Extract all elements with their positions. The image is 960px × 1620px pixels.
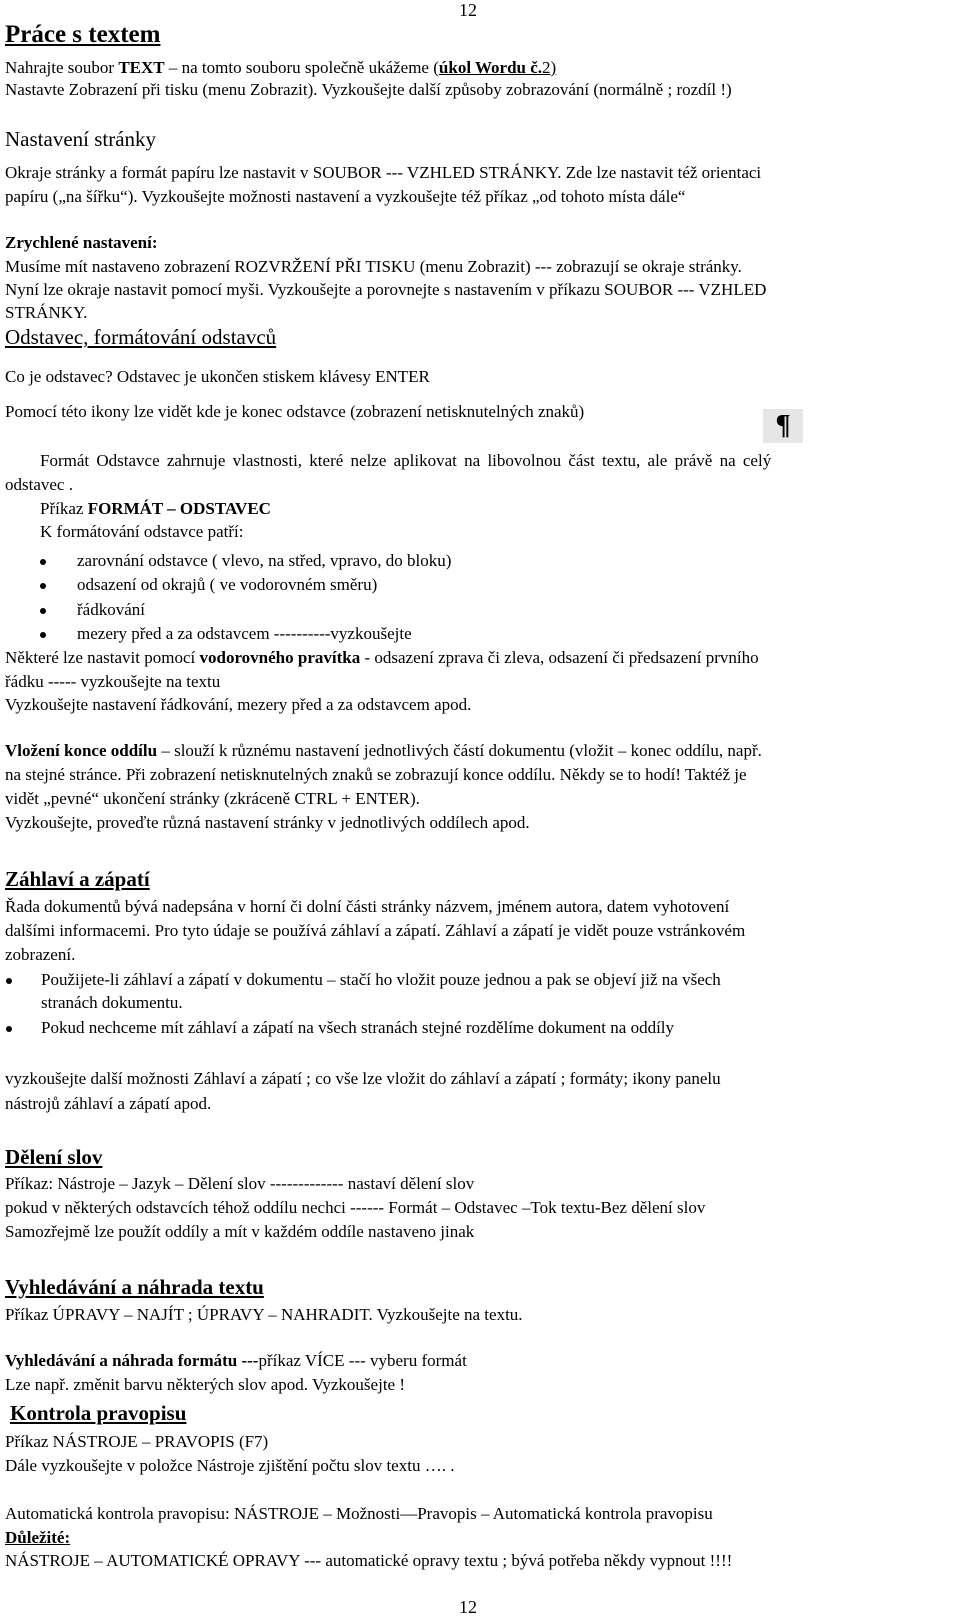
list-item: odsazení od okrajů ( ve vodorovném směru) [77, 575, 378, 594]
paragraph-line [5, 57, 556, 79]
list-item: řádkování [77, 600, 145, 619]
bold-text: FORMÁT – ODSTAVEC [87, 499, 271, 518]
bullet-icon [40, 632, 46, 638]
bullet-icon [40, 608, 46, 614]
paragraph-line: odstavec . [5, 475, 73, 494]
heading-nastaveni-stranky: Nastavení stránky [5, 127, 157, 151]
bold-underlined-text: úkol Wordu č. [438, 58, 543, 77]
subheading-dulezite: Důležité: [5, 1528, 71, 1547]
paragraph-line: Okraje stránky a formát papíru lze nastavit v SOUBOR --- VZHLED STRÁNKY. Zde lze nastavit též orientaci [5, 163, 762, 182]
bullet-icon [6, 1026, 12, 1032]
paragraph-line: dalšími informacemi. Pro tyto údaje se používá záhlaví a zápatí. Záhlaví a zápatí je vidět pouze vstránkovém [5, 921, 746, 940]
paragraph-line [40, 498, 271, 520]
text: Příkaz [40, 499, 88, 518]
paragraph-line: Samozřejmě lze použít oddíly a mít v každém oddíle nastaveno jinak [5, 1222, 475, 1241]
heading-kontrola-pravopisu: Kontrola pravopisu [10, 1401, 187, 1425]
paragraph-line: K formátování odstavce patří: [40, 522, 244, 541]
subheading-zrychlene-nastaveni: Zrychlené nastavení: [5, 233, 158, 252]
list-item: stranách dokumentu. [41, 993, 183, 1012]
paragraph-line: Co je odstavec? Odstavec je ukončen stiskem klávesy ENTER [5, 367, 430, 386]
heading-vyhledavani: Vyhledávání a náhrada textu [5, 1275, 264, 1299]
text: Některé lze nastavit pomocí [5, 648, 200, 667]
paragraph-line: papíru („na šířku“). Vyzkoušejte možnosti nastavení a vyzkoušejte též příkaz „od tohoto místa dále“ [5, 187, 686, 206]
page-number-bottom: 12 [459, 1597, 477, 1617]
paragraph-line: na stejné stránce. Při zobrazení netisknutelných znaků se zobrazují konce oddílu. Někdy se to hodí! Taktéž je [5, 765, 747, 784]
paragraph-line: Dále vyzkoušejte v položce Nástroje zjištění počtu slov textu …. . [5, 1456, 455, 1475]
text: - odsazení zprava či zleva, odsazení či předsazení prvního [360, 648, 759, 667]
bullet-icon [40, 559, 46, 565]
paragraph-line: NÁSTROJE – AUTOMATICKÉ OPRAVY --- automatické opravy textu ; bývá potřeba někdy vypnout !!!! [5, 1551, 733, 1570]
list-item: Použijete-li záhlaví a zápatí v dokumentu – stačí ho vložit pouze jednou a pak se objeví již na všech [41, 970, 721, 989]
bold-text: Vložení konce oddílu [5, 741, 158, 760]
paragraph-line: Nyní lze okraje nastavit pomocí myši. Vyzkoušejte a porovnejte s nastavením v příkazu SOUBOR --- VZHLED [5, 280, 767, 299]
page-number-top: 12 [459, 0, 477, 20]
bold-text: Vyhledávání a náhrada formátu --- [5, 1351, 259, 1370]
bold-text: vodorovného pravítka [199, 648, 361, 667]
paragraph-line: Příkaz NÁSTROJE – PRAVOPIS (F7) [5, 1432, 269, 1451]
bullet-icon [6, 978, 12, 984]
paragraph-line: Vyzkoušejte nastavení řádkování, mezery před a za odstavcem apod. [5, 695, 472, 714]
paragraph-line: Automatická kontrola pravopisu: NÁSTROJE – Možnosti—Pravopis – Automatická kontrola pravopisu [5, 1504, 713, 1523]
list-item: Pokud nechceme mít záhlaví a zápatí na všech stranách stejné rozdělíme dokument na oddíly [41, 1018, 675, 1037]
bullet-icon [40, 583, 46, 589]
text: Nahrajte soubor [5, 58, 119, 77]
paragraph-line: vyzkoušejte další možnosti Záhlaví a zápatí ; co vše lze vložit do záhlaví a zápatí ; formáty; ikony panelu [5, 1069, 721, 1088]
paragraph-line [5, 740, 762, 762]
list-item: zarovnání odstavce ( vlevo, na střed, vpravo, do bloku) [77, 551, 452, 570]
paragraph-line: zobrazení. [5, 945, 76, 964]
heading-zahlavi-zapati: Záhlaví a zápatí [5, 867, 150, 891]
paragraph-line: Musíme mít nastaveno zobrazení ROZVRŽENÍ PŘI TISKU (menu Zobrazit) --- zobrazují se okraje stránky. [5, 257, 742, 276]
heading-odstavec: Odstavec, formátování odstavců [5, 325, 277, 349]
paragraph-line: STRÁNKY. [5, 303, 88, 322]
paragraph-line: Pomocí této ikony lze vidět kde je konec odstavce (zobrazení netisknutelných znaků) [5, 402, 585, 421]
paragraph-line [5, 647, 759, 669]
underlined-text: 2) [542, 58, 557, 77]
heading-deleni-slov: Dělení slov [5, 1145, 103, 1169]
text: příkaz VÍCE --- vyberu formát [258, 1351, 467, 1370]
heading-prace-s-textem: Práce s textem [5, 21, 161, 48]
paragraph-line: nástrojů záhlaví a zápatí apod. [5, 1094, 212, 1113]
paragraph-line: Příkaz ÚPRAVY – NAJÍT ; ÚPRAVY – NAHRADIT. Vyzkoušejte na textu. [5, 1305, 523, 1324]
pilcrow-icon: ¶ [763, 409, 803, 443]
paragraph-line: pokud v některých odstavcích téhož oddílu nechci ------ Formát – Odstavec –Tok textu-Bez dělení slov [5, 1198, 706, 1217]
paragraph-line: řádku ----- vyzkoušejte na textu [5, 672, 221, 691]
paragraph-line: Lze např. změnit barvu některých slov apod. Vyzkoušejte ! [5, 1375, 405, 1394]
paragraph-line: Nastavte Zobrazení při tisku (menu Zobrazit). Vyzkoušejte další způsoby zobrazování (normálně ; rozdíl !) [5, 80, 732, 99]
list-item: mezery před a za odstavcem ----------vyzkoušejte [77, 624, 412, 643]
paragraph-line: Vyzkoušejte, proveďte různá nastavení stránky v jednotlivých oddílech apod. [5, 813, 530, 832]
paragraph-line: vidět „pevné“ ukončení stránky (zkráceně CTRL + ENTER). [5, 789, 420, 808]
text: – na tomto souboru společně ukážeme ( [164, 58, 439, 77]
paragraph-line: Formát Odstavce zahrnuje vlastnosti, které nelze aplikovat na libovolnou část textu, ale právě na celý [40, 451, 772, 470]
bold-text: TEXT [118, 58, 165, 77]
paragraph-line: Řada dokumentů bývá nadepsána v horní či dolní části stránky názvem, jménem autora, datem vyhotovení [5, 897, 730, 916]
text: – slouží k různému nastavení jednotlivých částí dokumentu (vložit – konec oddílu, např. [157, 741, 762, 760]
paragraph-line [5, 1350, 467, 1372]
paragraph-line: Příkaz: Nástroje – Jazyk – Dělení slov ------------- nastaví dělení slov [5, 1174, 475, 1193]
